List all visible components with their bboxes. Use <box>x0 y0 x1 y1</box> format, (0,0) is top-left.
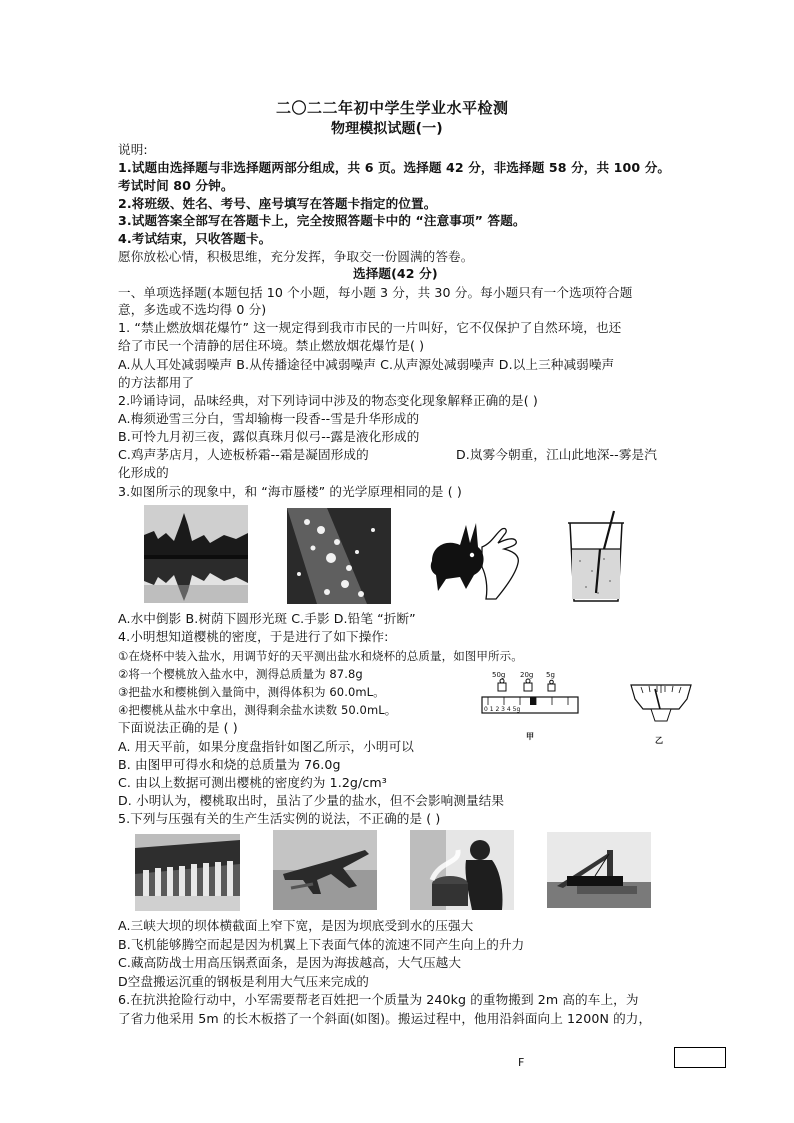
q1-stem: 1. “禁止燃放烟花爆竹” 这一规定得到我市市民的一片叫好，它不仅保护了自然环境，也还 <box>118 320 622 335</box>
photo-water-reflection <box>144 505 248 603</box>
q5-option-c: C.藏高防战士用高压锅煮面条，是因为海拔越高，大气压越大 <box>118 955 462 970</box>
q4-option-d: D. 小明认为，樱桃取出时，虽沾了少量的盐水，但不会影响测量结果 <box>118 793 505 808</box>
instruction-1-cont: 考试时间 80 分钟。 <box>118 178 234 193</box>
q6-force-label: F <box>518 1056 525 1069</box>
figure-pointer-dial <box>627 675 695 747</box>
exam-title: 二〇二二年初中学生学业水平检测 <box>276 99 509 117</box>
q6-stem: 6.在抗洪抢险行动中，小军需要帮老百姓把一个质量为 240kg 的重物搬到 2m 高的车上，为 <box>118 992 639 1007</box>
q5-option-b: B.飞机能够腾空而起是因为机翼上下表面气体的流速不同产生向上的升力 <box>118 937 525 952</box>
weight-20g-label: 20g <box>520 671 534 679</box>
figure-balance-weights <box>478 667 586 743</box>
q6-stem-cont: 了省力他采用 5m 的长木板搭了一个斜面(如图)。搬运过程中，他用沿斜面向上 1200N 的力， <box>118 1011 652 1026</box>
figure-label-yi: 乙 <box>655 736 663 745</box>
photo-pressure-cooker-soldier <box>410 830 514 910</box>
scale-ticks: 0 1 2 3 4 5g <box>484 706 521 713</box>
q5-stem: 5.下列与压强有关的生产生活实例的说法，不正确的是 ( ) <box>118 811 441 826</box>
q6-figure-box <box>674 1047 726 1068</box>
instructions-label: 说明: <box>118 142 148 157</box>
q2-option-b: B.可怜九月初三夜，露似真珠月似弓--露是液化形成的 <box>118 429 420 444</box>
photo-steel-plate-crane <box>547 832 651 908</box>
instruction-4: 4.考试结束，只收答题卡。 <box>118 231 272 246</box>
illustration-pencil-in-water <box>564 509 628 605</box>
q5-option-d: D空盘搬运沉重的钢板是利用大气压来完成的 <box>118 974 369 989</box>
q2-stem: 2.吟诵诗词，品味经典，对下列诗词中涉及的物态变化现象解释正确的是( ) <box>118 393 538 408</box>
weight-50g-label: 50g <box>492 671 506 679</box>
q2-option-a: A.梅须逊雪三分白，雪却输梅一段香--雪是升华形成的 <box>118 411 420 426</box>
q2-option-c: C.鸡声茅店月，人迹板桥霜--霜是凝固形成的 <box>118 447 369 462</box>
photo-fighter-jet <box>273 830 377 910</box>
q4-step-3: ③把盐水和樱桃倒入量筒中，测得体积为 60.0mL。 <box>118 685 385 699</box>
q1-options-cont: 的方法都用了 <box>118 375 195 390</box>
q4-step-4: ④把樱桃从盐水中拿出，测得剩余盐水读数 50.0mL。 <box>118 703 397 717</box>
exam-subtitle: 物理模拟试题(一) <box>331 121 443 137</box>
section-intro-cont: 意，多选或不选均得 0 分) <box>118 302 267 317</box>
instruction-3: 3.试题答案全部写在答题卡上，完全按照答题卡中的 “注意事项” 答题。 <box>118 213 526 228</box>
section-heading: 选择题(42 分) <box>353 266 438 281</box>
q2-option-d: D.岚雾今朝重，江山此地深--雾是汽 <box>456 447 657 462</box>
photo-tree-shade-spots <box>287 508 391 604</box>
photo-three-gorges-dam <box>135 834 240 911</box>
q3-stem: 3.如图所示的现象中，和 “海市蜃楼” 的光学原理相同的是 ( ) <box>118 484 462 499</box>
q4-option-c: C. 由以上数据可测出樱桃的密度约为 1.2g/cm³ <box>118 775 387 790</box>
encouragement: 愿你放松心情，积极思维，充分发挥，争取交一份圆满的答卷。 <box>118 249 474 264</box>
q4-stem: 4.小明想知道樱桃的密度，于是进行了如下操作: <box>118 629 389 644</box>
q4-option-b: B. 由图甲可得水和烧的总质量为 76.0g <box>118 757 341 772</box>
q4-step-1: ①在烧杯中装入盐水，用调节好的天平测出盐水和烧杯的总质量，如图甲所示。 <box>118 649 523 663</box>
q4-step-2: ②将一个樱桃放入盐水中，测得总质量为 87.8g <box>118 667 363 681</box>
instruction-2: 2.将班级、姓名、考号、座号填写在答题卡指定的位置。 <box>118 196 437 211</box>
q3-options: A.水中倒影 B.树荫下圆形光斑 C.手影 D.铅笔 “折断” <box>118 611 416 626</box>
q1-stem-cont: 给了市民一个清静的居住环境。禁止燃放烟花爆竹是( ) <box>118 338 425 353</box>
section-intro: 一、单项选择题(本题包括 10 个小题，每小题 3 分，共 30 分。每小题只有一个选项符合题 <box>118 285 633 300</box>
q4-ask: 下面说法正确的是 ( ) <box>118 720 238 735</box>
instruction-1: 1.试题由选择题与非选择题两部分组成，共 6 页。选择题 42 分，非选择题 58 分，共 100 分。 <box>118 160 671 175</box>
illustration-hand-shadow <box>426 513 526 603</box>
q4-option-a: A. 用天平前，如果分度盘指针如图乙所示，小明可以 <box>118 739 414 754</box>
q5-option-a: A.三峡大坝的坝体横截面上窄下宽，是因为坝底受到水的压强大 <box>118 918 474 933</box>
figure-label-jia: 甲 <box>526 732 534 741</box>
q1-options: A.从人耳处减弱噪声 B.从传播途径中减弱噪声 C.从声源处减弱噪声 D.以上三种减弱噪声 <box>118 357 615 372</box>
q2-option-d-cont: 化形成的 <box>118 465 169 480</box>
weight-5g-label: 5g <box>546 671 555 679</box>
